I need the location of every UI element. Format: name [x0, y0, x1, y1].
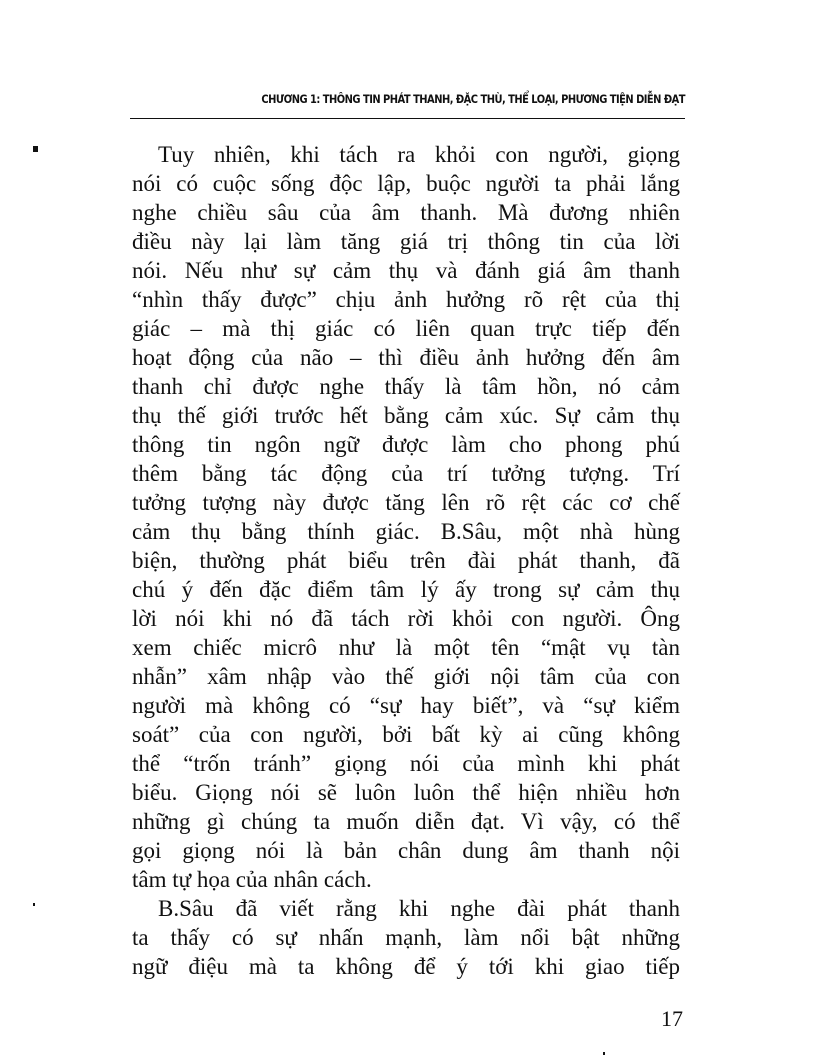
- text-line: điều này lại làm tăng giá trị thông tin của lời: [132, 229, 680, 254]
- text-line: thể “trốn tránh” giọng nói của mình khi phát: [132, 751, 680, 776]
- paragraph-1: [132, 140, 680, 894]
- text-line: người mà không có “sự hay biết”, và “sự kiểm: [132, 693, 680, 718]
- page-number: 17: [661, 1006, 683, 1031]
- text-line: lời nói khi nó đã tách rời khỏi con người. Ông: [132, 606, 680, 631]
- body-text: [132, 140, 680, 981]
- text-line: chú ý đến đặc điểm tâm lý ấy trong sự cảm thụ: [132, 577, 680, 602]
- text-line: B.Sâu đã viết rằng khi nghe đài phát thanh: [158, 896, 680, 921]
- header-rule: [130, 118, 685, 119]
- text-line: nói. Nếu như sự cảm thụ và đánh giá âm thanh: [132, 258, 680, 283]
- running-head: CHƯƠNG 1: THÔNG TIN PHÁT THANH, ĐẶC THÙ, THỂ LOẠI, PHƯƠNG TIỆN DIỄN ĐẠT: [261, 92, 685, 106]
- paragraph-2: [132, 894, 680, 981]
- text-line: cảm thụ bằng thính giác. B.Sâu, một nhà hùng: [132, 519, 680, 544]
- text-line: nói có cuộc sống độc lập, buộc người ta phải lắng: [132, 171, 680, 196]
- text-line: biểu. Giọng nói sẽ luôn luôn thể hiện nhiều hơn: [132, 780, 680, 805]
- text-line: giác – mà thị giác có liên quan trực tiếp đến: [132, 316, 680, 341]
- text-line: “nhìn thấy được” chịu ảnh hưởng rõ rệt của thị: [132, 287, 680, 312]
- text-line: thêm bằng tác động của trí tưởng tượng. Trí: [132, 461, 680, 486]
- text-line: tâm tự họa của nhân cách.: [132, 867, 372, 892]
- text-line: gọi giọng nói là bản chân dung âm thanh nội: [132, 838, 680, 863]
- text-line: thông tin ngôn ngữ được làm cho phong phú: [132, 432, 680, 457]
- text-line: soát” của con người, bởi bất kỳ ai cũng không: [132, 722, 680, 747]
- text-line: ngữ điệu mà ta không để ý tới khi giao tiếp: [132, 954, 680, 979]
- scan-speck: [33, 146, 38, 152]
- text-line: nhẫn” xâm nhập vào thế giới nội tâm của con: [132, 664, 680, 689]
- text-line: tưởng tượng này được tăng lên rõ rệt các cơ chế: [132, 490, 680, 515]
- text-line: xem chiếc micrô như là một tên “mật vụ tàn: [132, 635, 680, 660]
- text-line: Tuy nhiên, khi tách ra khỏi con người, giọng: [158, 142, 680, 167]
- text-line: thanh chỉ được nghe thấy là tâm hồn, nó cảm: [132, 374, 680, 399]
- text-line: hoạt động của não – thì điều ảnh hưởng đến âm: [132, 345, 680, 370]
- scan-speck: [603, 1052, 605, 1055]
- text-line: biện, thường phát biểu trên đài phát thanh, đã: [132, 548, 680, 573]
- text-line: ta thấy có sự nhấn mạnh, làm nổi bật những: [132, 925, 680, 950]
- text-line: nghe chiều sâu của âm thanh. Mà đương nhiên: [132, 200, 680, 225]
- text-line: thụ thế giới trước hết bằng cảm xúc. Sự cảm thụ: [132, 403, 680, 428]
- scan-speck: [33, 903, 35, 906]
- text-line: những gì chúng ta muốn diễn đạt. Vì vậy, có thể: [132, 809, 680, 834]
